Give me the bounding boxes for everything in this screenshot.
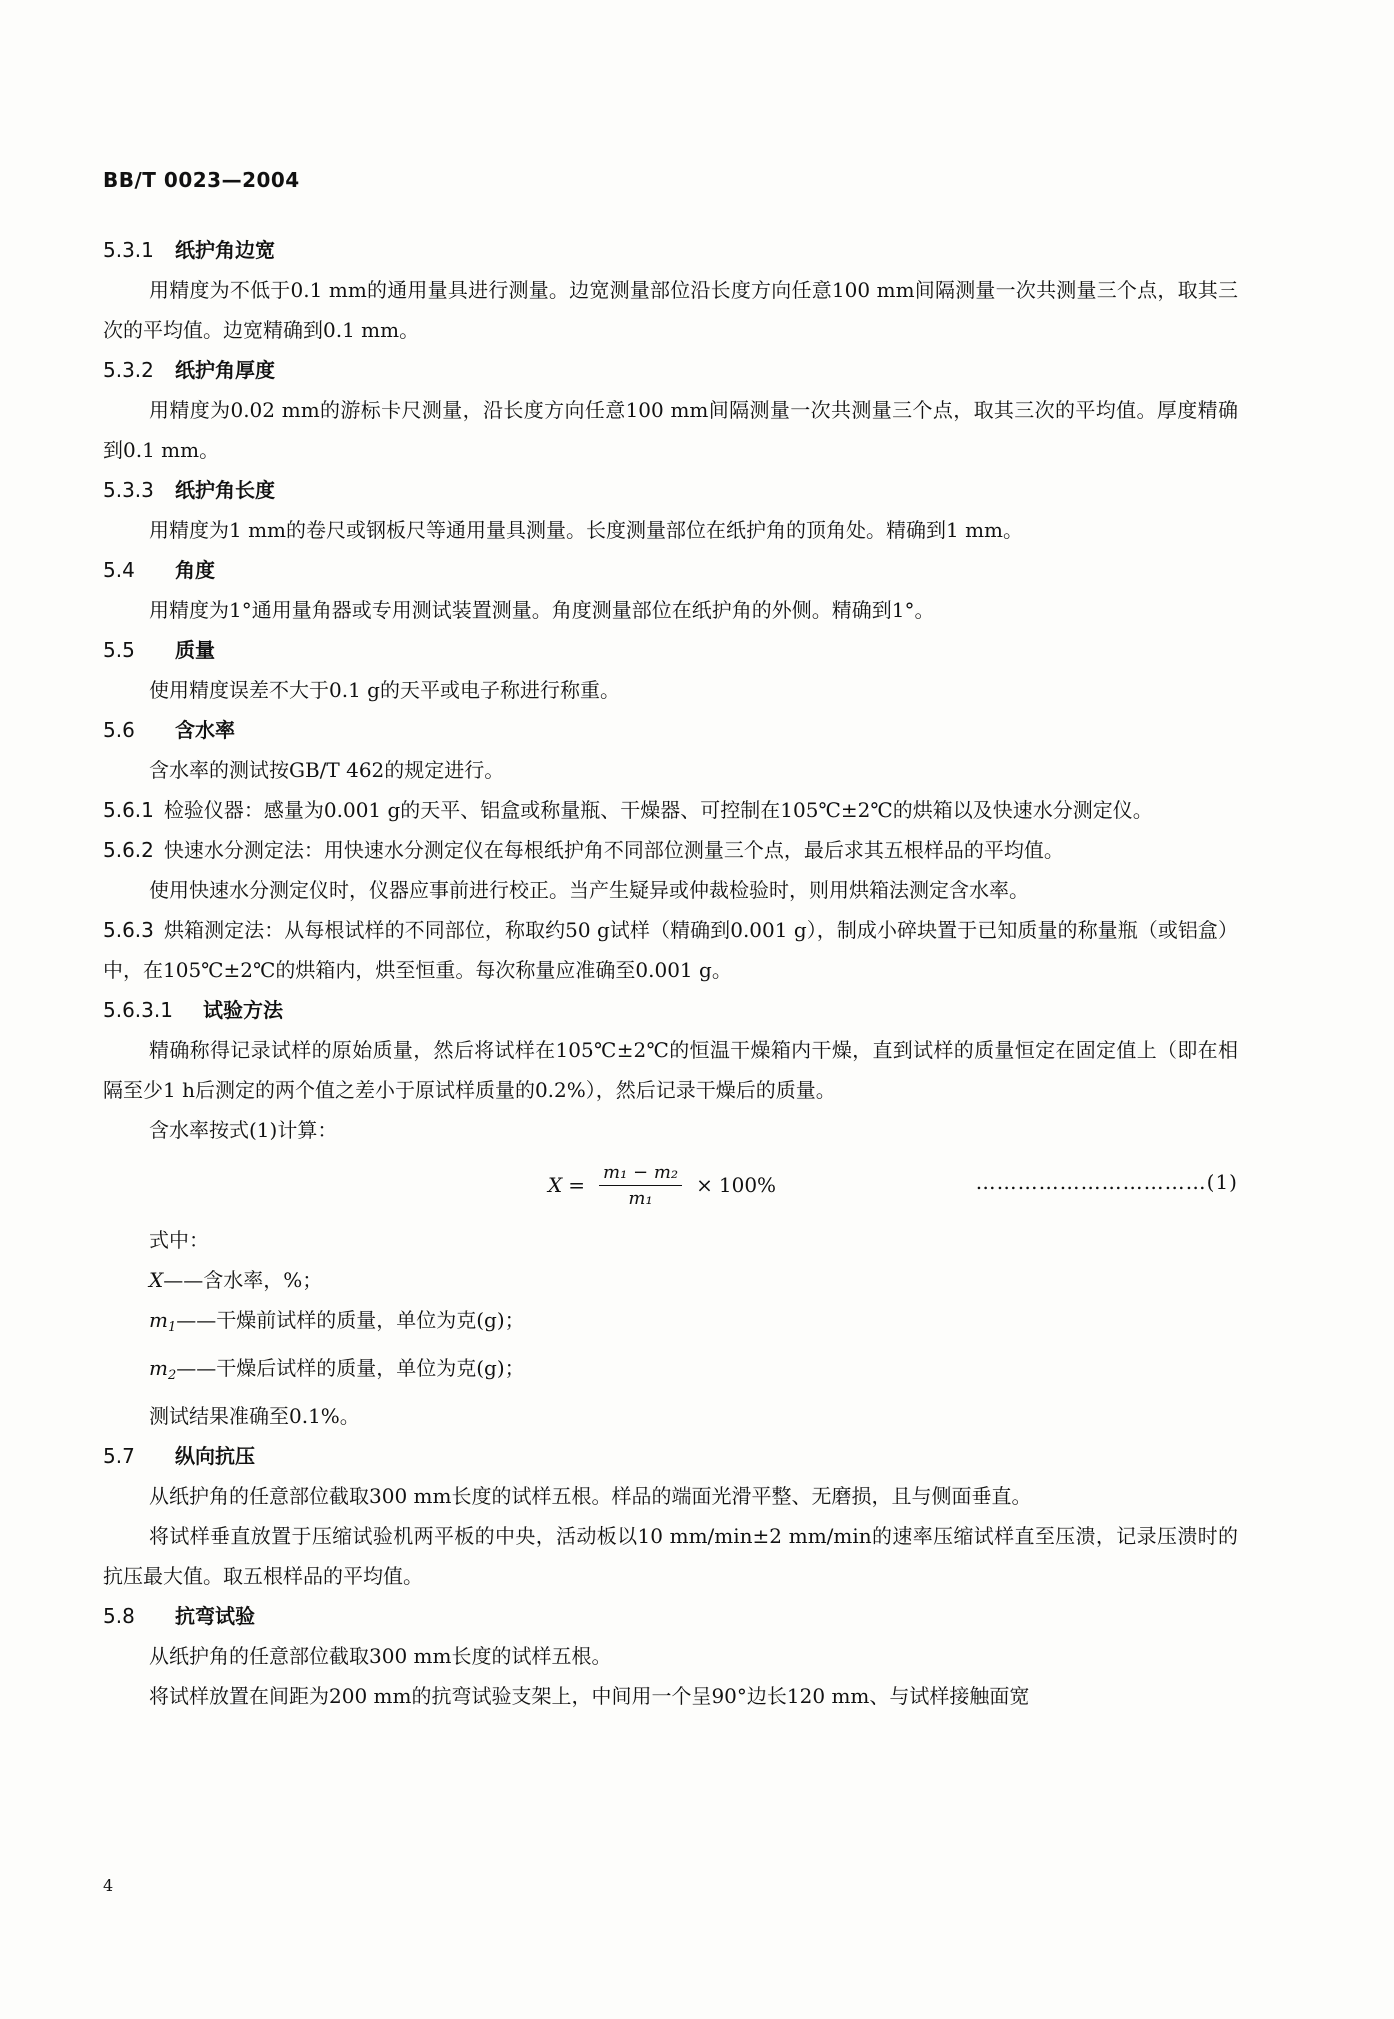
section-title: 纸护角边宽: [175, 238, 275, 262]
section-number: 5.6: [103, 718, 135, 742]
section-title: 含水率: [175, 718, 235, 742]
section-heading-5-8: [103, 1596, 1238, 1636]
section-number: 5.6.3: [103, 918, 154, 942]
paragraph-text: 快速水分测定法：用快速水分测定仪在每根纸护角不同部位测量三个点，最后求其五根样品的平均值。: [163, 838, 1064, 862]
variable-X: [149, 1260, 1238, 1300]
variable-symbol: m: [149, 1308, 168, 1332]
section-heading-5-6: [103, 710, 1238, 750]
formula-fraction: [599, 1162, 682, 1209]
variable-description: ——干燥后试样的质量，单位为克(g)；: [176, 1356, 525, 1380]
paragraph: 用精度为1 mm的卷尺或钢板尺等通用量具测量。长度测量部位在纸护角的顶角处。精确到1 mm。: [149, 518, 1024, 542]
variable-m1: [149, 1300, 1238, 1348]
paragraph-text: 烘箱测定法：从每根试样的不同部位，称取约50 g试样（精确到0.001 g），制成小碎块置于已知质量的称量瓶（或铝盒）中，在105℃±2℃的烘箱内，烘至恒重。每次称量应准确至0.001 g。: [103, 918, 1238, 982]
variable-symbol: m: [149, 1356, 168, 1380]
formula-denominator: m₁: [628, 1187, 653, 1209]
section-heading-5-7: [103, 1436, 1238, 1476]
section-number: 5.3.3: [103, 478, 154, 502]
numbered-paragraph-5-6-3: [103, 910, 1238, 990]
formula-times: ×: [696, 1173, 713, 1197]
section-number: 5.6.2: [103, 838, 154, 862]
section-title: 纵向抗压: [175, 1444, 255, 1468]
variable-symbol: X: [149, 1268, 164, 1292]
paragraph: 含水率的测试按GB/T 462的规定进行。: [149, 758, 505, 782]
variable-definitions: [149, 1220, 1238, 1436]
section-number: 5.3.2: [103, 358, 154, 382]
section-number: 5.8: [103, 1604, 135, 1628]
section-number: 5.4: [103, 558, 135, 582]
result-precision: 测试结果准确至0.1%。: [149, 1404, 360, 1428]
section-title: 质量: [175, 638, 215, 662]
paragraph: 将试样放置在间距为200 mm的抗弯试验支架上，中间用一个呈90°边长120 mm、与试样接触面宽: [149, 1684, 1030, 1708]
paragraph: 用精度为0.02 mm的游标卡尺测量，沿长度方向任意100 mm间隔测量一次共测量三个点，取其三次的平均值。厚度精确到0.1 mm。: [103, 398, 1238, 462]
formula-lhs: X: [548, 1173, 563, 1197]
formula-equals: =: [568, 1173, 586, 1197]
numbered-paragraph-5-6-1: [103, 790, 1238, 830]
section-number: 5.3.1: [103, 238, 154, 262]
formula-row: [103, 1150, 1238, 1220]
variable-subscript: 1: [167, 1320, 177, 1335]
section-title: 纸护角厚度: [175, 358, 275, 382]
equation-number: ……………………………(1): [975, 1170, 1238, 1194]
paragraph-text: 检验仪器：感量为0.001 g的天平、铝盒或称量瓶、干燥器、可控制在105℃±2℃的烘箱以及快速水分测定仪。: [163, 798, 1153, 822]
section-title: 纸护角长度: [175, 478, 275, 502]
section-title: 抗弯试验: [175, 1604, 255, 1628]
section-heading-5-6-3-1: [103, 990, 1238, 1030]
variable-subscript: 2: [167, 1368, 177, 1383]
page-number: 4: [103, 1876, 114, 1895]
moisture-formula: [548, 1150, 776, 1220]
section-title: 试验方法: [203, 998, 283, 1022]
section-title: 角度: [175, 558, 215, 582]
section-number: 5.6.1: [103, 798, 154, 822]
paragraph: 用精度为不低于0.1 mm的通用量具进行测量。边宽测量部位沿长度方向任意100 mm间隔测量一次共测量三个点，取其三次的平均值。边宽精确到0.1 mm。: [103, 278, 1238, 342]
section-heading-5-3-1: [103, 230, 1238, 270]
section-number: 5.5: [103, 638, 135, 662]
variable-description: ——含水率，%；: [163, 1268, 323, 1292]
section-heading-5-3-3: [103, 470, 1238, 510]
variable-m2: [149, 1348, 1238, 1396]
paragraph: 从纸护角的任意部位截取300 mm长度的试样五根。样品的端面光滑平整、无磨损，且与侧面垂直。: [149, 1484, 1032, 1508]
numbered-paragraph-5-6-2: [103, 830, 1238, 870]
section-heading-5-4: [103, 550, 1238, 590]
paragraph: 使用快速水分测定仪时，仪器应事前进行校正。当产生疑异或仲裁检验时，则用烘箱法测定含水率。: [149, 878, 1029, 902]
section-heading-5-5: [103, 630, 1238, 670]
paragraph: 用精度为1°通用量角器或专用测试装置测量。角度测量部位在纸护角的外侧。精确到1°。: [149, 598, 935, 622]
formula-numerator: m₁ − m₂: [599, 1162, 682, 1186]
section-heading-5-3-2: [103, 350, 1238, 390]
paragraph: 将试样垂直放置于压缩试验机两平板的中央，活动板以10 mm/min±2 mm/min的速率压缩试样直至压溃，记录压溃时的抗压最大值。取五根样品的平均值。: [103, 1524, 1238, 1588]
paragraph: 含水率按式(1)计算：: [149, 1118, 338, 1142]
standard-code: BB/T 0023—2004: [103, 168, 300, 192]
paragraph: 精确称得记录试样的原始质量，然后将试样在105℃±2℃的恒温干燥箱内干燥，直到试样的质量恒定在固定值上（即在相隔至少1 h后测定的两个值之差小于原试样质量的0.2%），然后记录干燥后的质量。: [103, 1038, 1238, 1102]
section-number: 5.6.3.1: [103, 998, 173, 1022]
paragraph: 从纸护角的任意部位截取300 mm长度的试样五根。: [149, 1644, 612, 1668]
formula-factor: 100%: [718, 1173, 777, 1197]
variable-description: ——干燥前试样的质量，单位为克(g)；: [176, 1308, 525, 1332]
where-intro: 式中：: [149, 1228, 209, 1252]
section-number: 5.7: [103, 1444, 135, 1468]
document-body: [103, 230, 1238, 1716]
paragraph: 使用精度误差不大于0.1 g的天平或电子称进行称重。: [149, 678, 620, 702]
